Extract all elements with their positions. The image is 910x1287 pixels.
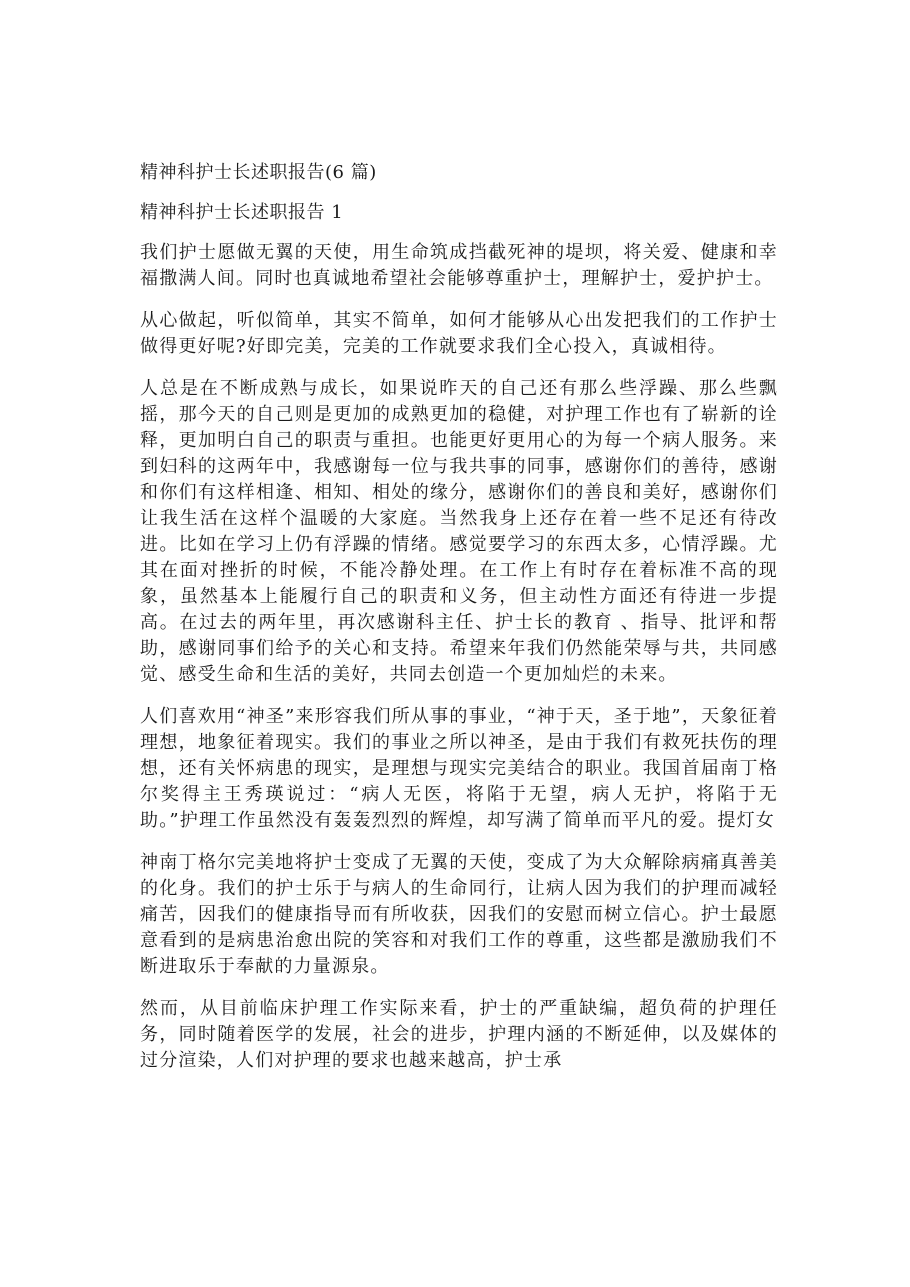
paragraph-1: 我们护士愿做无翼的天使，用生命筑成挡截死神的堤坝，将关爱、健康和幸福撒满人间。同时也真诚地希望社会能够尊重护士，理解护士，爱护护士。: [140, 242, 778, 289]
paragraph-4: 人们喜欢用“神圣”来形容我们所从事的事业，“神于天，圣于地”，天象征着理想，地象征着现实。我们的事业之所以神圣，是由于我们有救死扶伤的理想，还有关怀病患的现实，是理想与现实完美结合的职业。我国首届南丁格尔奖得主王秀瑛说过：“病人无医，将陷于无望，病人无护，将陷于无助。”护理工作虽然没有轰轰烈烈的辉煌，却写满了简单而平凡的爱。提灯女: [140, 706, 778, 831]
document-title: 精神科护士长述职报告(6 篇): [140, 162, 377, 183]
paragraph-3: 人总是在不断成熟与成长，如果说昨天的自己还有那么些浮躁、那么些飘摇，那今天的自己则是更加的成熟更加的稳健，对护理工作也有了崭新的诠释，更加明白自己的职责与重担。也能更好更用心的为每一个病人服务。来到妇科的这两年中，我感谢每一位与我共事的同事，感谢你们的善待，感谢和你们有这样相逢、相知、相处的缘分，感谢你们的善良和美好，感谢你们让我生活在这样个温暖的大家庭。当然我身上还存在着一些不足还有待改进。比如在学习上仍有浮躁的情绪。感觉要学习的东西太多，心情浮躁。尤其在面对挫折的时候，不能冷静处理。在工作上有时存在着标准不高的现象，虽然基本上能履行自己的职责和义务，但主动性方面还有待进一步提高。在过去的两年里，再次感谢科主任、护士长的教育 、指导、批评和帮助，感谢同事们给予的关心和支持。希望来年我们仍然能荣辱与共，共同感觉、感受生命和生活的美好，共同去创造一个更加灿烂的未来。: [140, 378, 778, 685]
document-page: [140, 160, 778, 1090]
paragraph-6: 然而，从目前临床护理工作实际来看，护士的严重缺编，超负荷的护理任务，同时随着医学的发展，社会的进步，护理内涵的不断延伸，以及媒体的过分渲染，人们对护理的要求也越来越高，护士承: [140, 998, 778, 1071]
section-heading: 精神科护士长述职报告 1: [140, 202, 344, 223]
paragraph-2: 从心做起，听似简单，其实不简单，如何才能够从心出发把我们的工作护士做得更好呢?好即完美，完美的工作就要求我们全心投入，真诚相待。: [140, 310, 778, 357]
paragraph-5: 神南丁格尔完美地将护士变成了无翼的天使，变成了为大众解除病痛真善美的化身。我们的护士乐于与病人的生命同行，让病人因为我们的护理而减轻痛苦，因我们的健康指导而有所收获，因我们的安慰而树立信心。护士最愿意看到的是病患治愈出院的笑容和对我们工作的尊重，这些都是激励我们不断进取乐于奉献的力量源泉。: [140, 852, 778, 977]
